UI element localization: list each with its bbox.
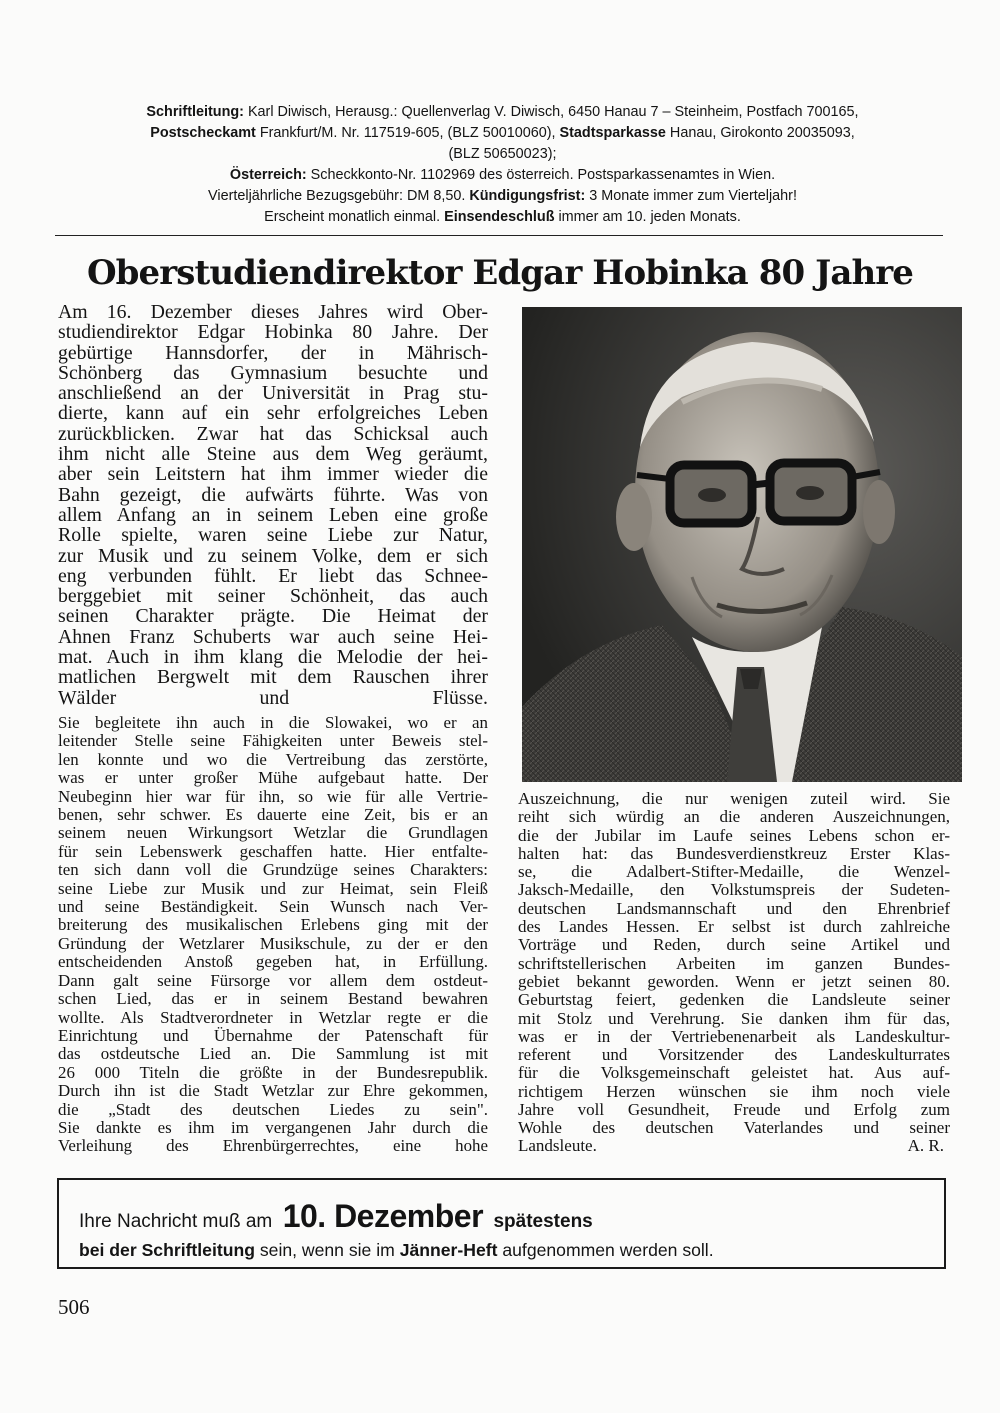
article-lead-column bbox=[58, 302, 488, 708]
notice-deadline-date: 10. Dezember bbox=[282, 1198, 484, 1234]
text-line: Bahn gezeigt, die aufwärts führte. Was von bbox=[58, 483, 488, 506]
text-line: matlichen Bergwelt mit dem Rauschen ihrer bbox=[58, 666, 488, 689]
text-line: Jahre voll Gesundheit, Freude und Erfolg zum bbox=[518, 1100, 950, 1120]
text-line: was er in der Vertriebenenarbeit als Landeskultur- bbox=[518, 1026, 950, 1046]
text-line: seine Liebe zur Musik und zur Heimat, sein Fleiß bbox=[58, 878, 488, 898]
text-line: aber sein Leitstern hat ihm immer wieder die bbox=[58, 463, 488, 486]
text-line: Schönberg das Gymnasium besuchte und bbox=[58, 361, 488, 384]
portrait-photo bbox=[522, 307, 962, 782]
text-line: gebiet bekannt geworden. Wenn er jetzt seinen 80. bbox=[518, 971, 950, 991]
notice-line-1: Ihre Nachricht muß am 10. Dezember spätestens bbox=[79, 1198, 593, 1234]
text-line: für die Volksgemeinschaft geleistet hat. Aus auf- bbox=[518, 1063, 950, 1083]
article-body-column bbox=[58, 714, 488, 1156]
text-line: richtigem Herzen wünschen sie ihm noch viele bbox=[518, 1081, 950, 1101]
text-line: berggebiet mit seiner Schönheit, das auch bbox=[58, 585, 488, 608]
author-signature: A. R. bbox=[907, 1136, 944, 1155]
text-line: mit Stolz und Verehrung. Sie danken ihm für das, bbox=[518, 1008, 950, 1028]
masthead-line-3: (BLZ 50650023); bbox=[448, 146, 557, 162]
text-line: mat. Auch in ihm klang die Melodie der hei- bbox=[58, 646, 488, 669]
page-number: 506 bbox=[58, 1295, 90, 1319]
text-line: für sein Lebenswerk geschaffen hatte. Hier entfalte- bbox=[58, 841, 488, 861]
text-line: was er unter großer Mühe aufgebaut hatte. Der bbox=[58, 768, 488, 788]
text-line: eng verbunden fühlt. Er liebt das Schnee- bbox=[58, 564, 488, 587]
text-line: Wälder und Flüsse. bbox=[58, 686, 488, 709]
text-line: se, die Adalbert-Stifter-Medaille, die Wenzel- bbox=[518, 862, 950, 882]
text-line: das ostdeutsche Lied an. Die Sammlung ist mit bbox=[58, 1044, 488, 1064]
text-line: Ahnen Franz Schuberts war auch seine Hei- bbox=[58, 625, 488, 648]
deadline-notice-box bbox=[57, 1178, 946, 1269]
text-line: und seine Beständigkeit. Sein Wunsch nach Ver- bbox=[58, 897, 488, 917]
text-line: len konnte und wo die Vertreibung das zerstörte, bbox=[58, 749, 488, 769]
text-line: anschließend an der Universität in Prag stu- bbox=[58, 382, 488, 405]
text-line: studiendirektor Edgar Hobinka 80 Jahre. Der bbox=[58, 321, 488, 344]
text-line: referent und Vorsitzender des Landeskulturrates bbox=[518, 1045, 950, 1065]
text-line: Dann galt seine Fürsorge vor allem dem ostdeut- bbox=[58, 970, 488, 990]
masthead bbox=[60, 102, 945, 228]
text-line: reiht sich würdig an die anderen Auszeichnungen, bbox=[518, 807, 950, 827]
text-line: ihm nicht alle Steine aus dem Weg geräumt, bbox=[58, 443, 488, 466]
masthead-line-1: Schriftleitung: Karl Diwisch, Herausg.: Quellenverlag V. Diwisch, 6450 Hanau 7 – Steinheim, Postfach 700165, bbox=[146, 104, 859, 120]
masthead-divider bbox=[55, 235, 943, 236]
text-line: entscheidenden Anstoß gegeben hat, in Erfüllung. bbox=[58, 952, 488, 972]
text-line: dierte, kann auf ein sehr erfolgreiches Leben bbox=[58, 402, 488, 425]
text-line: des Landes Hessen. Er selbst ist durch zahlreiche bbox=[518, 917, 950, 937]
article-headline: Oberstudiendirektor Edgar Hobinka 80 Jahre bbox=[86, 253, 914, 293]
text-line: 26 000 Titeln die größte in der Bundesrepublik. bbox=[58, 1062, 488, 1082]
text-line: schriftstellerischen Arbeiten im ganzen Bundes- bbox=[518, 953, 950, 973]
text-line: Wohle des deutschen Vaterlandes und seiner bbox=[518, 1118, 950, 1138]
text-line: schen Lied, das er in seinem Bestand bewahren bbox=[58, 989, 488, 1009]
text-line: die der Jubilar im Laufe seines Lebens schon er- bbox=[518, 825, 950, 845]
text-line: Einrichtung und Übernahme der Patenschaft für bbox=[58, 1025, 488, 1045]
masthead-line-5: Vierteljährliche Bezugsgebühr: DM 8,50. Kündigungsfrist: 3 Monate immer zum Vierteljahr! bbox=[208, 188, 797, 204]
text-line: breiterung des musikalischen Erlebens ging mit der bbox=[58, 915, 488, 935]
text-line: zur Musik und zu seinem Volke, dem er sich bbox=[58, 544, 488, 567]
text-line: seinen Charakter prägte. Die Heimat der bbox=[58, 605, 488, 628]
text-line: die „Stadt des deutschen Liedes zu sein". bbox=[58, 1099, 488, 1119]
text-line: halten hat: das Bundesverdienstkreuz Erster Klas- bbox=[518, 843, 950, 863]
text-line: seinem neuen Wirkungsort Wetzlar die Grundlagen bbox=[58, 823, 488, 843]
text-line: allem Anfang an in seinem Leben eine große bbox=[58, 503, 488, 526]
text-line: Am 16. Dezember dieses Jahres wird Ober- bbox=[58, 301, 488, 323]
text-line: Sie begleitete ihn auch in die Slowakei, wo er an bbox=[58, 713, 488, 732]
text-line: deutschen Landsmannschaft und den Ehrenbrief bbox=[518, 898, 950, 918]
notice-line-2: bei der Schriftleitung sein, wenn sie im Jänner-Heft aufgenommen werden soll. bbox=[79, 1240, 714, 1260]
text-line: Auszeichnung, die nur wenigen zuteil wird. Sie bbox=[518, 789, 950, 808]
text-line: benen, sehr schwer. Es dauerte eine Zeit, bis er an bbox=[58, 805, 488, 825]
text-line: wollte. Als Stadtverordneter in Wetzlar regte er die bbox=[58, 1007, 488, 1027]
text-line: Vorträge und Reden, durch seine Artikel und bbox=[518, 935, 950, 955]
masthead-line-4: Österreich: Scheckkonto-Nr. 1102969 des österreich. Postsparkassenamtes in Wien. bbox=[229, 167, 776, 183]
text-line: Verleihung des Ehrenbürgerrechtes, eine hohe bbox=[58, 1136, 488, 1156]
text-line: Gründung der Wetzlarer Musikschule, zu der er den bbox=[58, 933, 488, 953]
text-line: Jaksch-Medaille, den Volkstumspreis der Sudeten- bbox=[518, 880, 950, 900]
article-closing-line: Landsleute. A. R. bbox=[518, 1136, 944, 1155]
text-line: ten sich dann voll die Grundzüge seines Charakters: bbox=[58, 860, 488, 880]
article-right-column bbox=[518, 790, 950, 1138]
masthead-line-6: Erscheint monatlich einmal. Einsendeschluß immer am 10. jeden Monats. bbox=[264, 209, 741, 225]
text-line: zurückblicken. Zwar hat das Schicksal auch bbox=[58, 422, 488, 445]
text-line: Geburtstag feiert, gedenken die Landsleute seiner bbox=[518, 990, 950, 1010]
masthead-line-2: Postscheckamt Frankfurt/M. Nr. 117519-605, (BLZ 50010060), Stadtsparkasse Hanau, Girokonto 20035093, bbox=[150, 125, 855, 141]
text-line: Sie dankte es ihm im vergangenen Jahr durch die bbox=[58, 1117, 488, 1137]
text-line: leitender Stelle seine Fähigkeiten unter Beweis stel- bbox=[58, 731, 488, 751]
text-line: Rolle spielte, waren seine Liebe zur Natur, bbox=[58, 524, 488, 547]
text-line: Durch ihn ist die Stadt Wetzlar zur Ehre gekommen, bbox=[58, 1081, 488, 1101]
text-line: gebürtige Hannsdorfer, der in Mährisch- bbox=[58, 341, 488, 364]
text-line: Neubeginn hier war für ihn, so wie für alle Vertrie- bbox=[58, 786, 488, 806]
